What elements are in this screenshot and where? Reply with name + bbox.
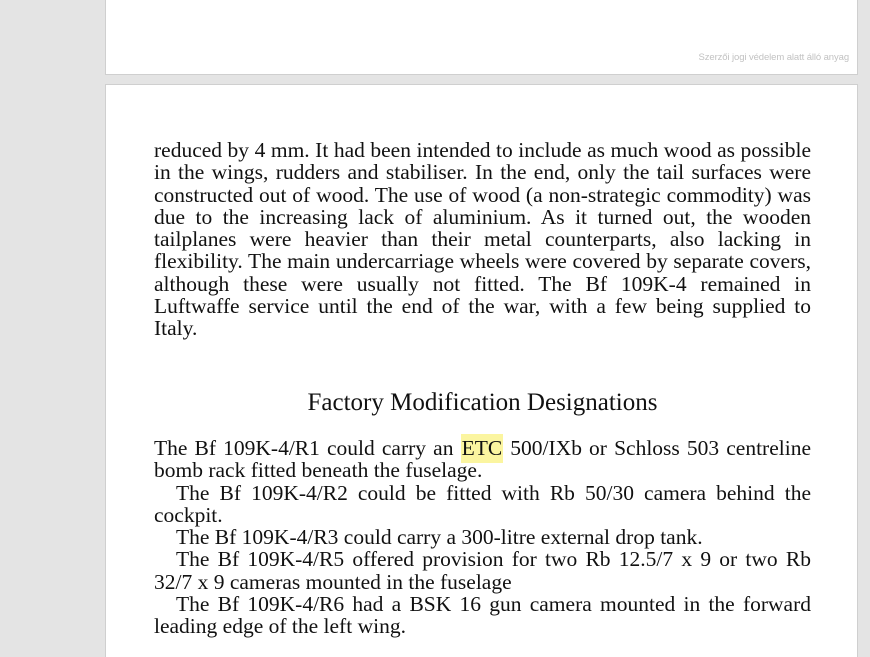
modification-r1-before: The Bf 109K-4/R1 could carry an — [154, 436, 461, 460]
modification-r5: The Bf 109K-4/R5 offered provision for two Rb 12.5/7 x 9 or two Rb 32/7 x 9 cameras mounted in the fuselage — [154, 547, 811, 594]
page-current — [105, 84, 858, 657]
section-heading: Factory Modification Designations — [307, 389, 658, 416]
modification-r3: The Bf 109K-4/R3 could carry a 300-litre external drop tank. — [176, 525, 703, 550]
modifications-list — [154, 437, 811, 638]
modification-r2: The Bf 109K-4/R2 could be fitted with Rb 50/30 camera behind the cockpit. — [154, 480, 811, 527]
modification-r1-after: 500/IXb or Schloss 503 centreline bomb rack fitted beneath the fuselage. — [154, 436, 812, 483]
page-last-line-block — [154, 0, 811, 10]
search-highlight[interactable]: ETC — [461, 434, 504, 463]
continued-paragraph: reduced by 4 mm. It had been intended to include as much wood as possible in the wings, rudders and stabiliser. In the end, only the tail surfaces were constructed out of wood. The use of wood (a non-strategic commodity) was due to the increasing lack of aluminium. As it turned out, the wooden tailplanes were heavier than their metal counterparts, also lacking in flexibility. The main undercarriage wheels were covered by separate covers, although these were usually not fitted. The Bf 109K-4 remained in Luftwaffe service until the end of the war, with a few being supplied to Italy. — [154, 138, 811, 341]
modification-r1 — [154, 437, 811, 482]
page-previous — [105, 0, 858, 75]
modification-r6: The Bf 109K-4/R6 had a BSK 16 gun camera mounted in the forward leading edge of the left wing. — [154, 592, 811, 639]
copyright-watermark: Szerzői jogi védelem alatt álló anyag — [698, 52, 849, 63]
